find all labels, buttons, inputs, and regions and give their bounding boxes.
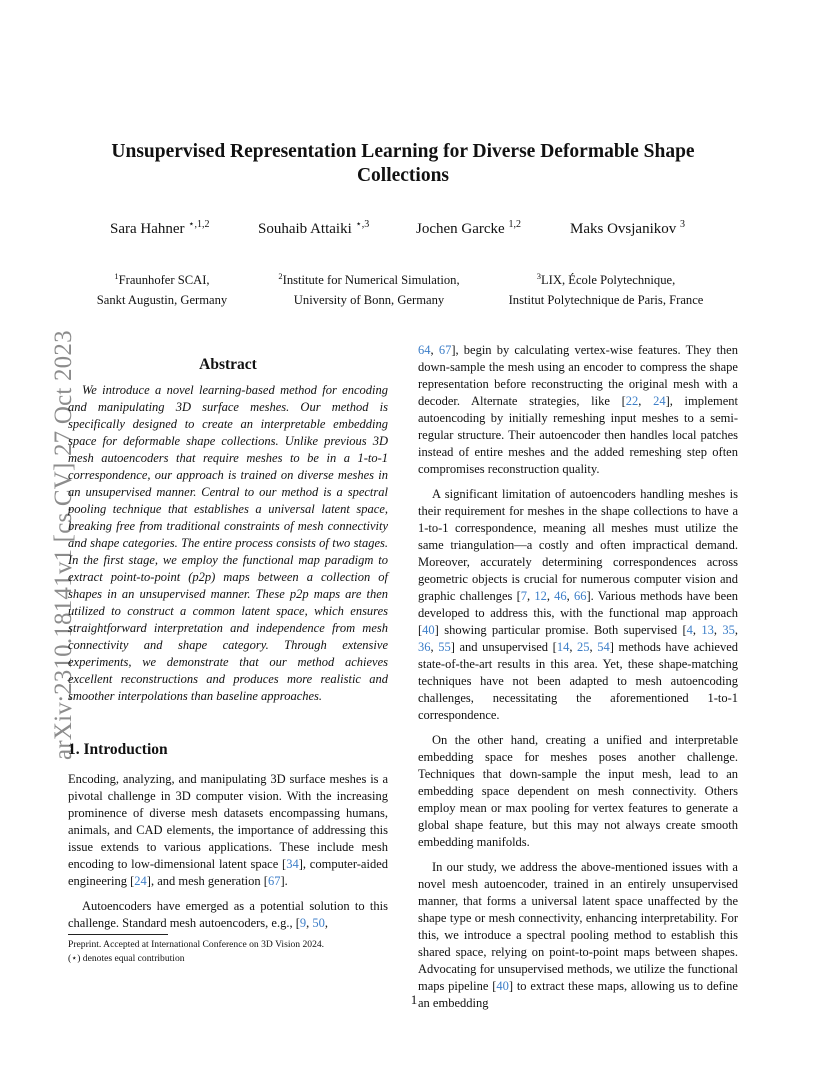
right-paragraph-4: In our study, we address the above-mentioned issues with a novel mesh autoencoder, trained in an entirely unsupervised manner, that forms a universal latent space unaffected by the shape type or mesh connectivity, enhancing interpretability. For this, we introduce a spectral pooling method to establish this shared space, relying on point-to-point maps between shapes. Advocating for unsupervised methods, we utilize the functional maps pipeline [40] to extract these maps, allowing us to define an embedding: [418, 860, 738, 1010]
citation-link[interactable]: 9: [299, 916, 307, 930]
citation-link[interactable]: 55: [438, 640, 451, 654]
abstract-text: We introduce a novel learning-based method for encoding and manipulating 3D surface meshes. Our method is specifically designed to create an interpretable embedding space for deformable shape collections. Unlike previous 3D mesh autoencoders that require meshes to be in a 1-to-1 correspondence, our approach is trained on diverse meshes in an unsupervised manner. Central to our method is a spectral pooling technique that establishes a universal latent space, breaking free from traditional constraints of mesh connectivity and shape categories. The entire process consists of two stages. In the first stage, we employ the functional map paradigm to extract point-to-point (p2p) maps between a collection of shapes in an unsupervised manner. These p2p maps are then utilized to construct a common latent space, which ensures straightforward interpretation and independence from mesh connectivity and shape category. Through extensive experiments, we demonstrate that our method achieves excellent reconstructions and produces more realistic and smoother interpolations than baseline approaches.: [68, 383, 388, 703]
page-number: 1: [410, 992, 418, 1007]
citation-link[interactable]: 24: [134, 874, 147, 888]
citation-link[interactable]: 4: [686, 623, 693, 637]
citation-link[interactable]: 40: [496, 979, 509, 993]
citation-link[interactable]: 22: [625, 394, 639, 408]
citation-link[interactable]: 54: [597, 640, 610, 654]
right-paragraph-3: On the other hand, creating a unified and interpretable embedding space for meshes poses another challenge. Techniques that down-sample the input mesh, lead to an embedding space dependent on mesh connectivity. Others employ mean or max pooling for vertex features to generate a global shape feature, but this may not always create smooth embedding manifolds.: [418, 733, 738, 849]
affiliation-3: $^3$LIX, École Polytechnique, Institut Polytechnique de Paris, France: [508, 271, 704, 308]
intro-paragraph-2: Autoencoders have emerged as a potential solution to this challenge. Standard mesh autoencoders, e.g., [9, 50,: [68, 899, 388, 930]
paper-title: Unsupervised Representation Learning for Diverse Deformable Shape Collections: [111, 141, 695, 186]
author-hahner: Sara Hahner $^{⋆,1,2}$: [110, 219, 210, 237]
citation-link[interactable]: 13: [701, 623, 714, 637]
intro-paragraph-1: Encoding, analyzing, and manipulating 3D surface meshes is a pivotal challenge in 3D computer vision. With the increasing prominence of diverse mesh datasets encompassing humans, animals, and CAD elements, the importance of addressing this issue extends to various applications. These include mesh encoding to low-dimensional latent space [34], computer-aided engineering [24], and mesh generation [67].: [68, 772, 388, 888]
citation-link[interactable]: 50: [312, 916, 325, 930]
introduction-left-column: [68, 771, 388, 932]
right-paragraph-2: A significant limitation of autoencoders handling meshes is their requirement for meshes in the shape collections to have a 1-to-1 correspondence, meaning all meshes must utilize the same triangulation—a costly and often impractical demand. Moreover, accurately determining correspondences across geometric objects is crucial for numerous computer vision and graphic challenges [7, 12, 46, 66]. Various methods have been developed to address this, with the functional map approach [40] showing particular promise. Both supervised [4, 13, 35, 36, 55] and unsupervised [14, 25, 54] methods have achieved state-of-the-art results in this area. Yet, these shape-matching techniques have not been adapted to mesh autoencoding challenges, necessitating the aforementioned 1-to-1 correspondence.: [418, 487, 739, 722]
footnote-equal-contribution: (⋆) denotes equal contribution: [68, 953, 185, 964]
author-attaiki: Souhaib Attaiki $^{⋆,3}$: [258, 219, 370, 237]
right-column: [418, 342, 738, 1012]
arxiv-stamp: arXiv:2310.18141v1 [cs.CV] 27 Oct 2023: [50, 330, 77, 760]
author-garcke: Jochen Garcke $^{1,2}$: [416, 219, 521, 237]
citation-link[interactable]: 36: [418, 640, 431, 654]
citation-link[interactable]: 24: [653, 394, 666, 408]
footnote-rule: [68, 934, 168, 935]
affiliation-2: $^2$Institute for Numerical Simulation, University of Bonn, Germany: [278, 271, 460, 308]
citation-link[interactable]: 46: [554, 589, 567, 603]
citation-link[interactable]: 12: [534, 589, 547, 603]
introduction-heading: 1. Introduction: [68, 741, 168, 758]
footnote-preprint: Preprint. Accepted at International Conference on 3D Vision 2024.: [68, 939, 325, 950]
citation-link[interactable]: 35: [722, 623, 735, 637]
citation-link[interactable]: 34: [286, 857, 299, 871]
abstract-heading: Abstract: [199, 356, 257, 373]
citation-link[interactable]: 67: [267, 874, 281, 888]
citation-link[interactable]: 7: [520, 589, 528, 603]
citation-link[interactable]: 14: [556, 640, 570, 654]
citation-link[interactable]: 40: [422, 623, 435, 637]
author-ovsjanikov: Maks Ovsjanikov $^3$: [570, 219, 685, 237]
citation-link[interactable]: 25: [577, 640, 590, 654]
citation-link[interactable]: 64: [418, 343, 431, 357]
citation-link[interactable]: 66: [573, 589, 587, 603]
right-paragraph-1: 64, 67], begin by calculating vertex-wise features. They then down-sample the mesh using an encoder to compress the shape representation before reconstructing the original mesh with a decoder. Alternate strategies, like [22, 24], implement autoencoding by initially remeshing input meshes to a semi-regular structure. Their autoencoder then handles local patches instead of entire meshes and the added remeshing step often compromises reconstruction quality.: [418, 343, 739, 476]
affiliation-1: $^1$Fraunhofer SCAI, Sankt Augustin, Germany: [96, 271, 228, 308]
citation-link[interactable]: 67: [438, 343, 452, 357]
